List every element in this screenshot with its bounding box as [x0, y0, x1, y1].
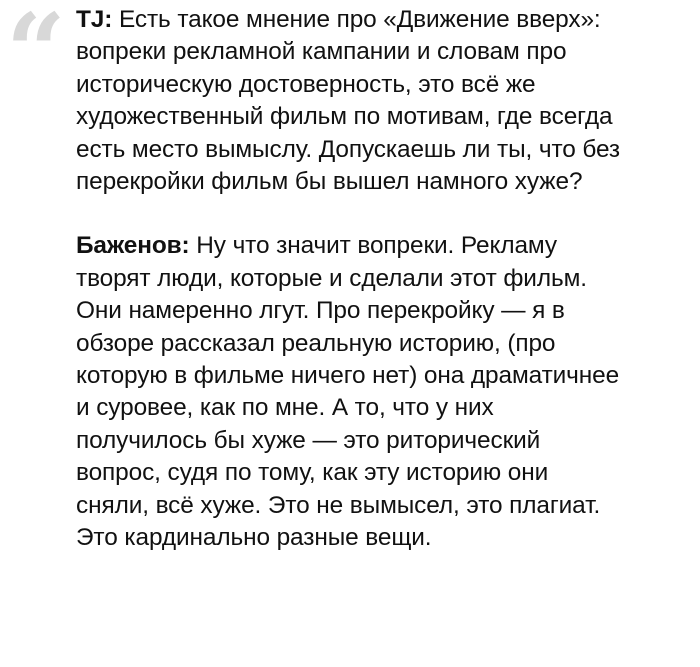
- text-line: историческую достоверность, это всё же: [76, 70, 536, 98]
- text-line: и суровее, как по мне. А то, что у них: [76, 394, 494, 422]
- speaker-label-bazhenov: Баженов:: [76, 232, 190, 260]
- answer-text: Ну что значит вопреки. Рекламу: [196, 232, 557, 260]
- interview-answer: [76, 230, 698, 554]
- text-line: которую в фильме ничего нет) она драматичнее: [76, 362, 620, 390]
- text-line: художественный фильм по мотивам, где всегда: [76, 103, 613, 131]
- interview-question: [76, 4, 698, 198]
- text-line: вопрос, судя по тому, как эту историю они: [76, 459, 549, 487]
- text-line: вопреки рекламной кампании и словам про: [76, 38, 567, 66]
- text-line: Они намеренно лгут. Про перекройку — я в: [76, 297, 565, 325]
- speaker-label-tj: TJ:: [76, 6, 113, 33]
- text-line: перекройки фильм бы вышел намного хуже?: [76, 168, 583, 196]
- text-line: творят люди, которые и сделали этот фильм.: [76, 264, 587, 292]
- quote-open-icon: “: [6, 0, 66, 113]
- text-line: сняли, всё хуже. Это не вымысел, это плагиат.: [76, 491, 601, 519]
- text-line: обзоре рассказал реальную историю, (про: [76, 329, 556, 357]
- text-line: есть место вымыслу. Допускаешь ли ты, что без: [76, 135, 621, 163]
- text-line: [76, 4, 698, 36]
- text-line: получилось бы хуже — это риторический: [76, 426, 541, 454]
- text-line: [76, 230, 698, 262]
- text-line: Это кардинально разные вещи.: [76, 524, 432, 552]
- interview-quote: [76, 4, 698, 555]
- question-text: Есть такое мнение про «Движение вверх»:: [118, 6, 601, 33]
